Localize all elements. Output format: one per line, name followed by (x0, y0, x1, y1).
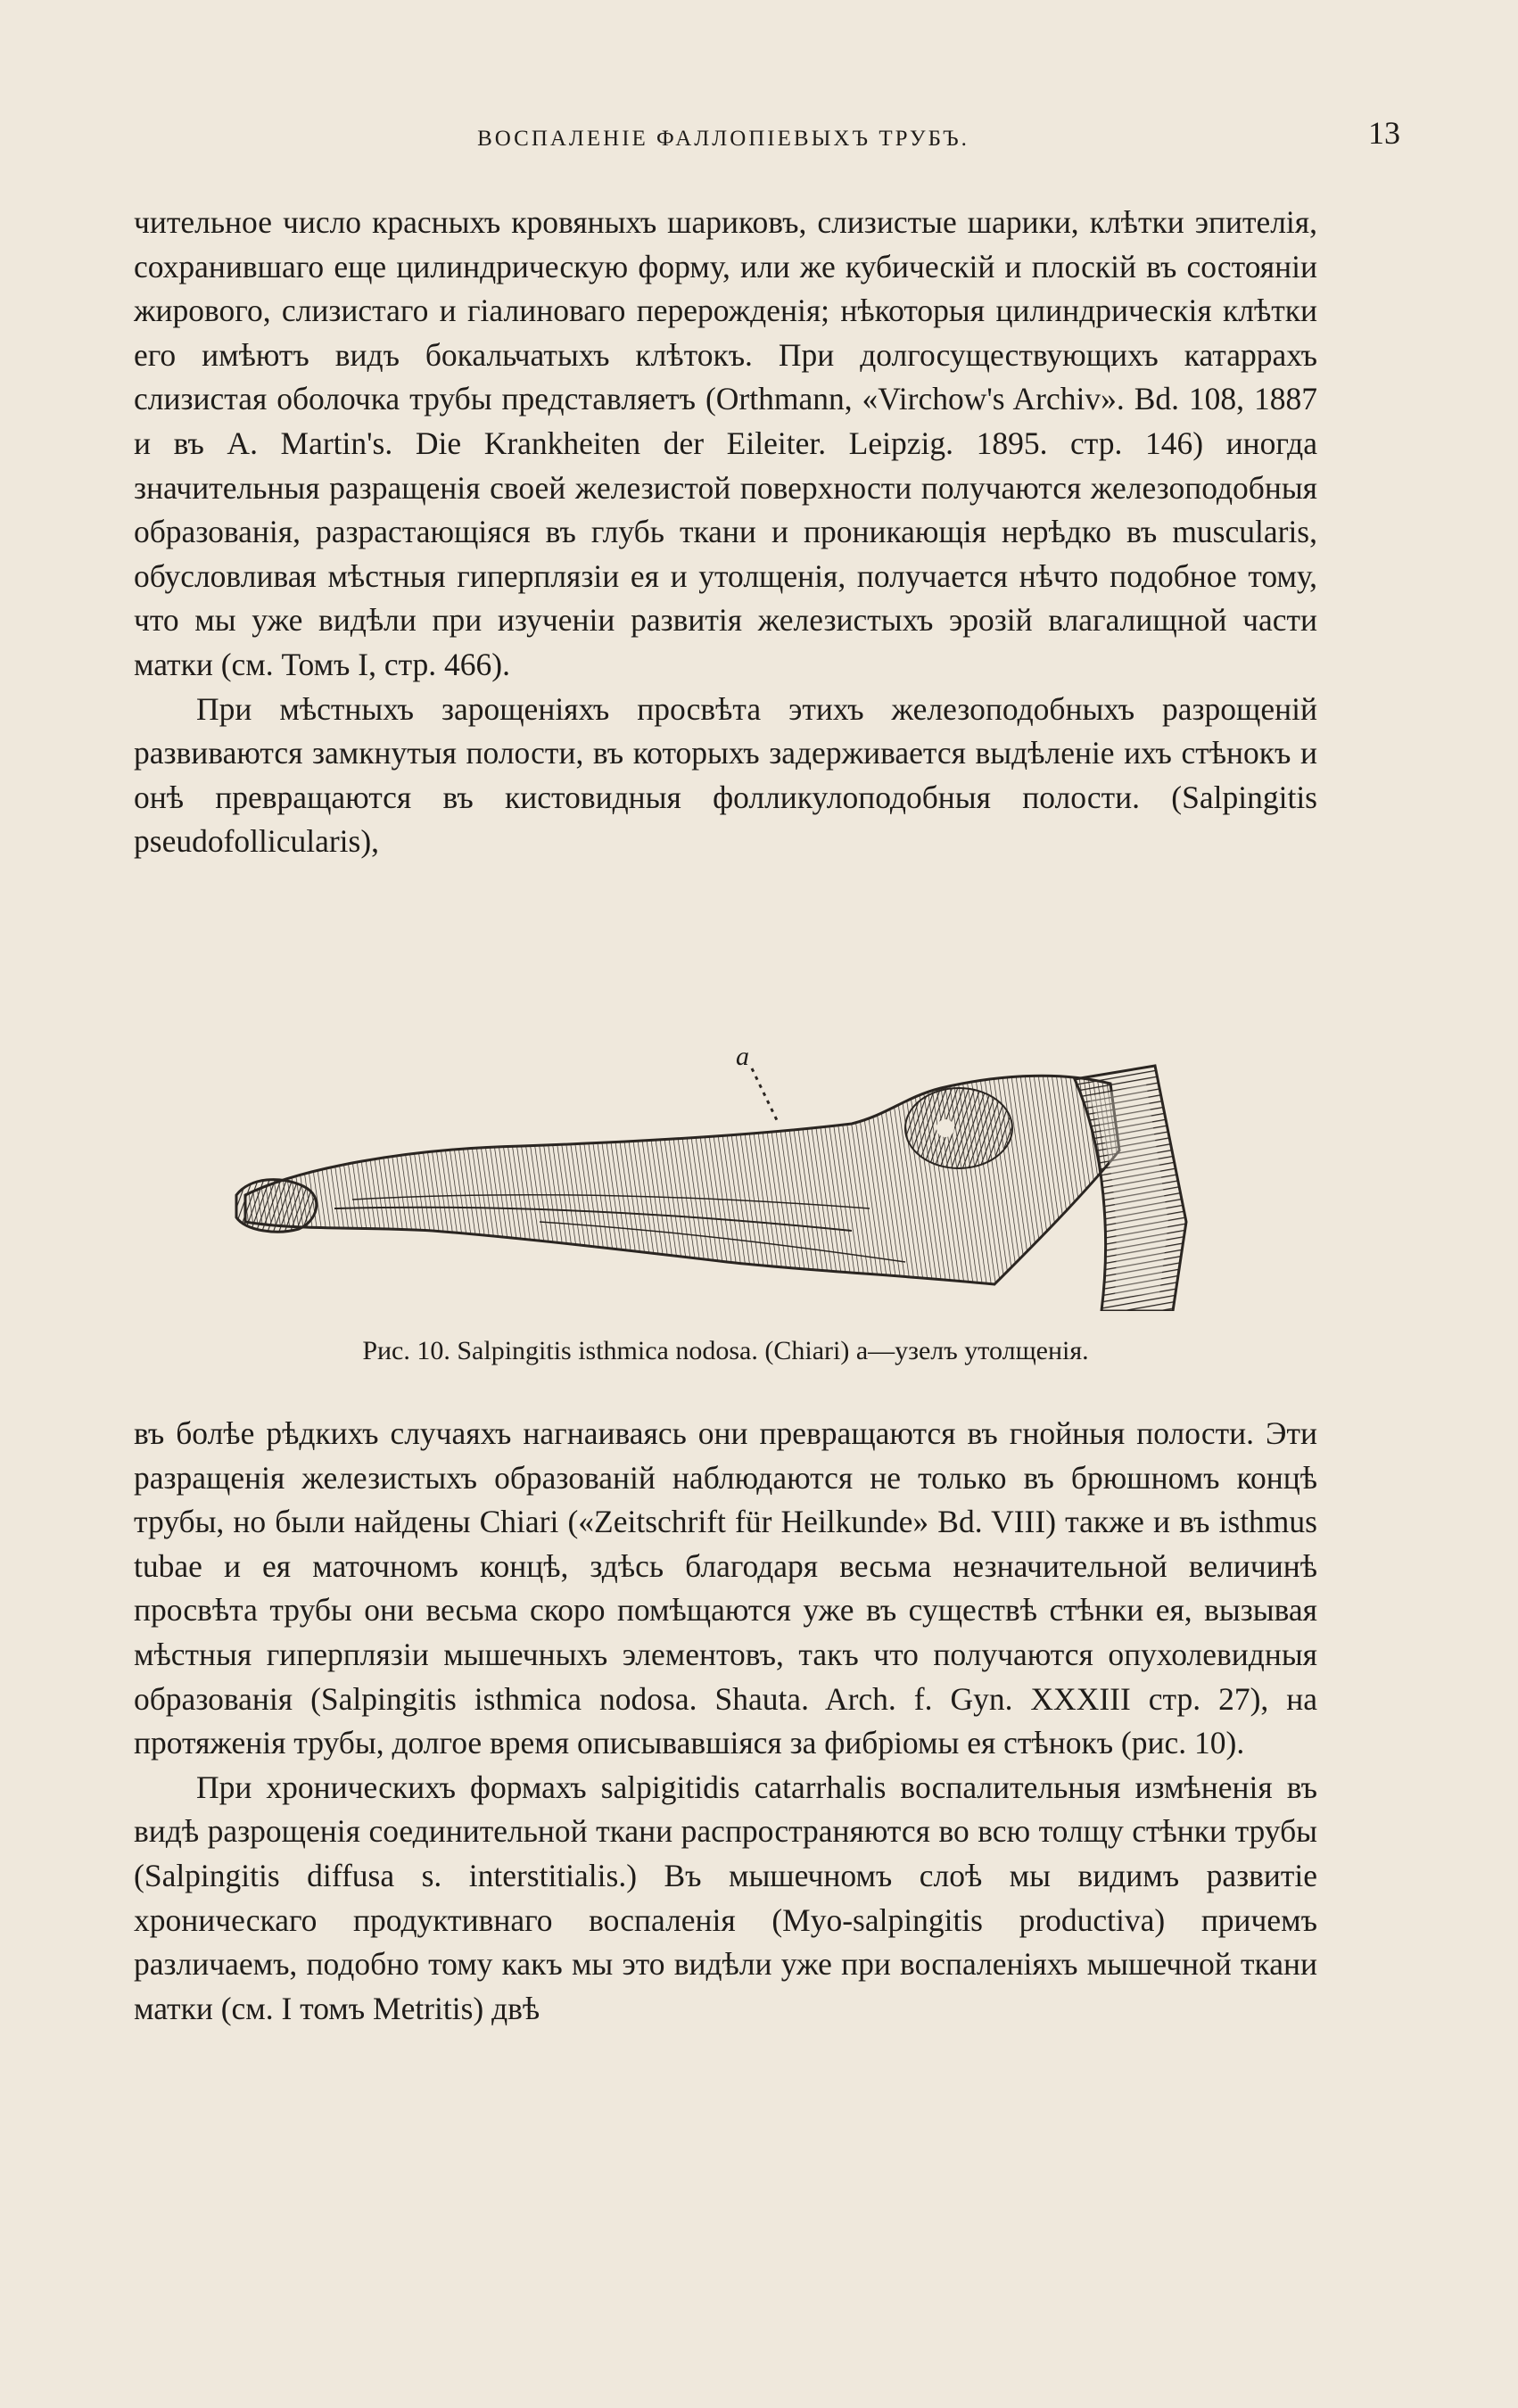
figure-label-a: a (736, 1043, 749, 1071)
text-block-bottom (134, 1412, 1317, 2031)
page-header (134, 114, 1400, 159)
running-title: ВОСПАЛЕНІЕ ФАЛЛОПІЕВЫХЪ ТРУБЪ. (477, 127, 969, 151)
paragraph: При мѣстныхъ зарощеніяхъ просвѣта этихъ железоподобныхъ разрощеній развиваются замкнутыя полости, въ которыхъ задерживается выдѣленіе ихъ стѣнокъ и онѣ превращаются въ кистовидныя фолликулоподобныя полости. (Salpingitis pseudofollicularis), (134, 690, 1317, 860)
text-block-top (134, 201, 1317, 864)
page-number: 13 (1368, 115, 1400, 151)
fimbriae (236, 1180, 317, 1233)
paragraph: При хроническихъ формахъ salpigitidis catarrhalis воспалительныя измѣненія въ видѣ разрощенія соединительной ткани распространяются во всю толщу стѣнки трубы (Salpingitis diffusa s. interstitialis.) Въ мышечномъ слоѣ мы видимъ развитіе хроническаго продуктивнаго воспаленія (Myo-salpingitis productiva) причемъ различаемъ, подобно тому какъ мы это видѣли уже при воспаленіяхъ мышечной ткани матки (см. I томъ Metritis) двѣ (134, 1769, 1317, 2026)
figure-illustration (227, 1043, 1209, 1311)
paragraph: чительное число красныхъ кровяныхъ шариковъ, слизистые шарики, клѣтки эпителія, сохранившаго еще цилиндрическую форму, или же кубическій и плоскій въ состояніи жирового, слизистаго и гіалиноваго перерожденія; нѣкоторыя цилиндрическія клѣтки его имѣютъ видъ бокальчатыхъ клѣтокъ. При долгосуществующихъ катаррахъ слизистая оболочка трубы представляетъ (Orthmann, «Virchow's Archiv». Bd. 108, 1887 и въ A. Martin's. Die Krankheiten der Eileiter. Leipzig. 1895. стр. 146) иногда значительныя разращенія своей железистой поверхности получаются железоподобныя образованія, разрастающіяся въ глубь ткани и проникающія нерѣдко въ musculаris, обусловливая мѣстныя гиперплязіи ея и утолщенія, получается нѣчто подобное тому, что мы уже видѣли при изученіи развитія железистыхъ эрозій влагалищной части матки (см. Томъ I, стр. 466). (134, 204, 1317, 682)
paragraph: въ болѣе рѣдкихъ случаяхъ нагнаиваясь они превращаются въ гнойныя полости. Эти разращенія железистыхъ образованій наблюдаются не только въ брюшномъ концѣ трубы, но были найдены Chiari («Zeitschrift für Heilkunde» Bd. VIII) также и въ isthmus tubae и ея маточномъ концѣ, здѣсь благодаря весьма незначительной величинѣ просвѣта трубы они весьма скоро помѣщаются уже въ существѣ стѣнки ея, вызывая мѣстныя гиперплязіи мышечныхъ элементовъ, такъ что получаются опухолевидныя образованія (Salpingitis isthmica nodosa. Shauta. Arch. f. Gyn. XXXIII стр. 27), на протяженія трубы, долгое время описывавшіяся за фибріомы ея стѣнокъ (рис. 10). (134, 1415, 1317, 1761)
fallopian-tube-engraving (227, 1043, 1209, 1311)
figure-caption: Рис. 10. Salpingitis isthmica nodosa. (Chiari) a—узелъ утолщенія. (362, 1336, 1089, 1365)
nodule (905, 1088, 1012, 1168)
